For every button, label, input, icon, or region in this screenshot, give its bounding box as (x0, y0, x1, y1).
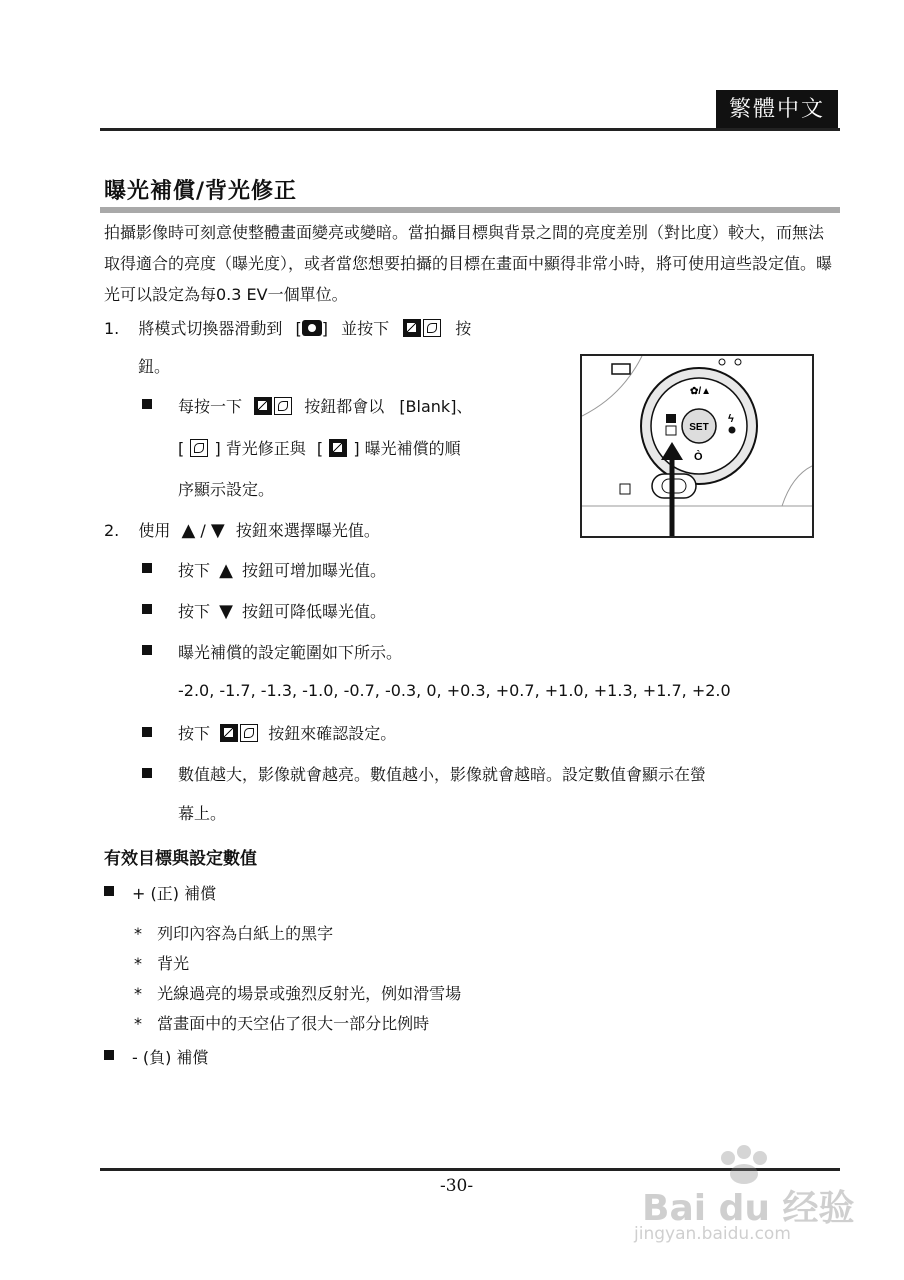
up-triangle-icon: ▲ (219, 560, 233, 581)
language-tab: 繁體中文 (716, 90, 838, 130)
plus-item-text: 當畫面中的天空佔了很大一部分比例時 (157, 1014, 430, 1033)
step2-b4-a: 按下 (178, 724, 211, 743)
plus-compensation-label: + (正) 補償 (132, 884, 217, 903)
svg-text:ϟ: ϟ (728, 413, 734, 425)
step2-bullet-2 (178, 599, 386, 622)
step2-b1-a: 按下 (178, 561, 211, 580)
camera-diagram-svg (582, 356, 812, 536)
plus-item-text: 光線過亮的場景或強烈反射光，例如滑雪場 (157, 984, 462, 1003)
exposure-comp-icon (220, 724, 238, 742)
step2-b2-b: 按鈕可降低曝光值。 (242, 602, 387, 621)
header-rule (100, 128, 840, 131)
step1-bullet-line2 (178, 436, 461, 459)
up-triangle-icon: ▲ (181, 520, 196, 541)
backlight-icon (190, 439, 208, 457)
star-marker: * (134, 984, 142, 1003)
section-title: 曝光補償/背光修正 (104, 179, 298, 204)
step1-bullet-text-b: 按鈕都會以 (304, 397, 385, 416)
step1-text-c: 按 (455, 319, 472, 338)
plus-item-text: 背光 (157, 954, 190, 973)
bullet-marker (142, 399, 152, 409)
svg-text:Ò: Ò (694, 451, 703, 463)
exposure-comp-icon (329, 439, 347, 457)
step2-number: 2. (104, 521, 120, 540)
step2-line (104, 518, 380, 541)
svg-text:✿/▲: ✿/▲ (690, 386, 712, 397)
camera-back-diagram (580, 354, 814, 538)
exposure-comp-icon (254, 397, 272, 415)
bullet-marker (142, 768, 152, 778)
backlight-icon (274, 397, 292, 415)
step2-slash: / (200, 521, 206, 540)
camera-mode-icon (302, 320, 322, 336)
bullet-marker (142, 563, 152, 573)
plus-item-1 (134, 921, 333, 944)
step1-bullet-line1 (178, 394, 472, 417)
bullet-marker (142, 645, 152, 655)
exposure-range-values: -2.0, -1.7, -1.3, -1.0, -0.7, -0.3, 0, +0.3, +0.7, +1.0, +1.3, +1.7, +2.0 (178, 681, 731, 700)
step2-b2-a: 按下 (178, 602, 211, 621)
backlight-icon (423, 319, 441, 337)
step2-b1-b: 按鈕可增加曝光值。 (242, 561, 387, 580)
step1-bullet-line2-b: ] 曝光補償的順 (353, 439, 461, 458)
star-marker: * (134, 1014, 142, 1033)
step1-bracket-open: [ (295, 319, 302, 338)
step2-bullet-5-line2: 幕上。 (178, 804, 227, 823)
star-marker: * (134, 924, 142, 943)
bullet-marker (104, 1050, 114, 1060)
bracket-open: [ (316, 439, 324, 458)
exposure-comp-icon (403, 319, 421, 337)
down-triangle-icon: ▼ (219, 601, 233, 622)
step2-bullet-4 (178, 721, 396, 744)
plus-item-3 (134, 981, 461, 1004)
step1-bullet-blank: [Blank]、 (399, 397, 473, 416)
step1-bullet-line2-a: ] 背光修正與 (214, 439, 306, 458)
backlight-icon (240, 724, 258, 742)
set-button-label: SET (689, 422, 709, 433)
intro-paragraph: 拍攝影像時可刻意使整體畫面變亮或變暗。當拍攝目標與背景之間的亮度差別（對比度）較大，而無法取得適合的亮度（曝光度），或者當您想要拍攝的目標在畫面中顯得非常小時，將可使用這些設定值。曝光可以設定為每0.3 EV一個單位。 (104, 223, 833, 304)
bullet-marker (142, 604, 152, 614)
step2-bullet-3: 曝光補償的設定範圍如下所示。 (178, 643, 403, 662)
step1-text-d: 鈕。 (138, 357, 171, 376)
section-divider (100, 207, 840, 213)
step1-line (104, 316, 471, 339)
watermark-brand: Bai du 经验 (642, 1188, 855, 1229)
page-number: -30- (440, 1176, 474, 1196)
bullet-marker (104, 886, 114, 896)
step1-bracket-close: ] (321, 319, 328, 338)
step1-number: 1. (104, 319, 120, 338)
down-triangle-icon: ▼ (210, 520, 225, 541)
step2-text-b: 按鈕來選擇曝光值。 (235, 521, 380, 540)
baidu-watermark (628, 1140, 858, 1250)
step2-text-a: 使用 (138, 521, 171, 540)
minus-compensation-label: - (負) 補償 (132, 1048, 209, 1067)
step2-b4-b: 按鈕來確認設定。 (268, 724, 397, 743)
step1-bullet-text-a: 每按一下 (178, 397, 243, 416)
plus-item-text: 列印內容為白紙上的黑字 (157, 924, 334, 943)
bracket-open: [ (178, 439, 185, 458)
bullet-marker (142, 727, 152, 737)
step1-text-a: 將模式切換器滑動到 (138, 319, 283, 338)
plus-item-2 (134, 951, 189, 974)
watermark-url: jingyan.baidu.com (634, 1224, 791, 1244)
plus-item-4 (134, 1011, 429, 1034)
step2-bullet-5-line1: 數值越大，影像就會越亮。數值越小，影像就會越暗。設定數值會顯示在螢 (178, 765, 707, 784)
subsection-title: 有效目標與設定數值 (104, 849, 257, 869)
step1-bullet-line3: 序顯示設定。 (178, 480, 275, 499)
step1-text-b: 並按下 (341, 319, 390, 338)
star-marker: * (134, 954, 142, 973)
step2-bullet-1 (178, 558, 386, 581)
